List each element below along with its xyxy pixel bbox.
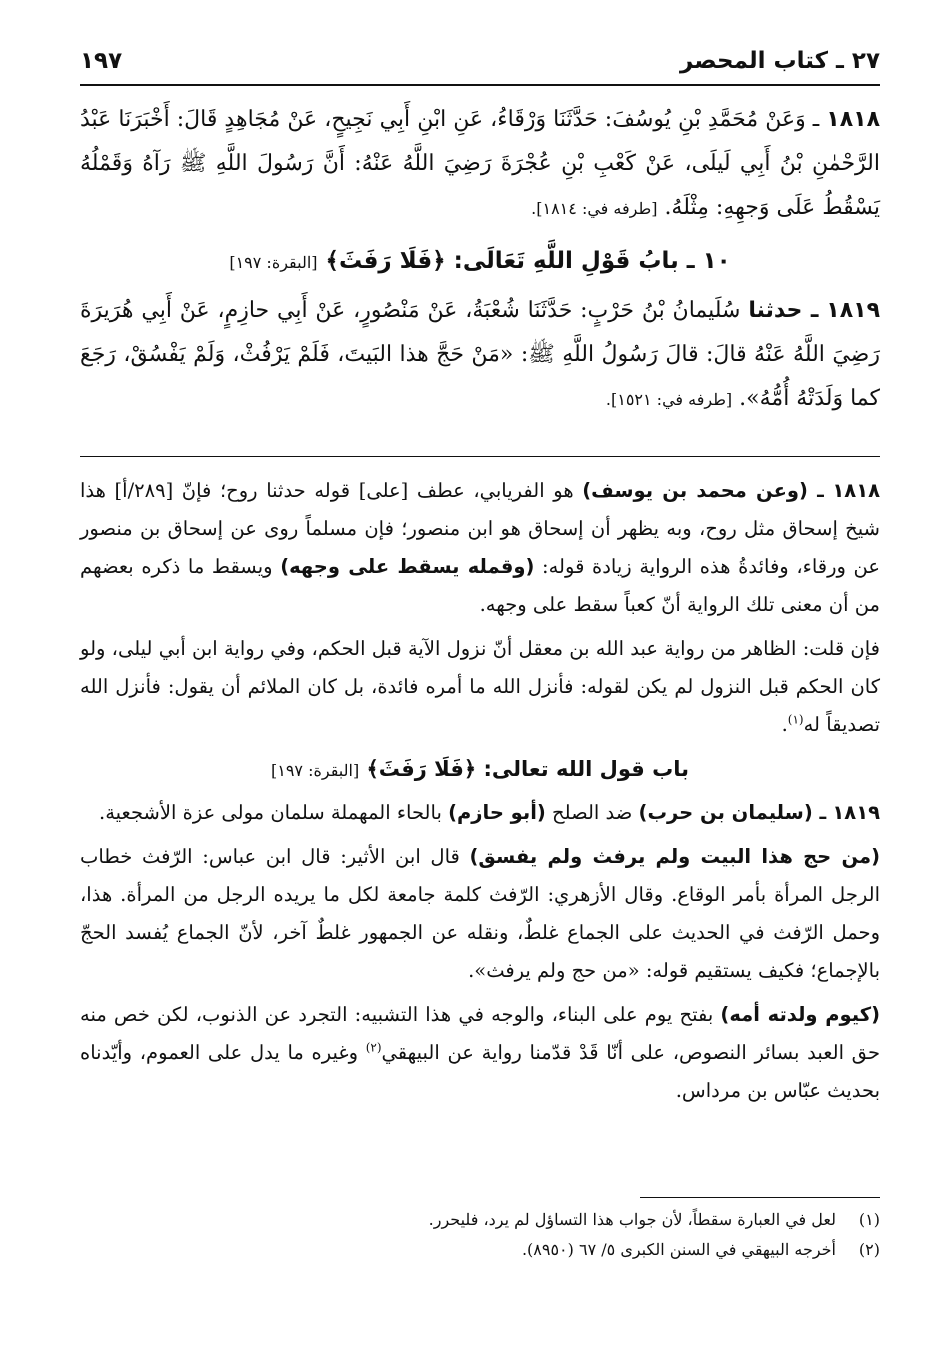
commentary-lemma: (أبو حازم) [448,801,546,824]
commentary-text: . [781,713,788,736]
quran-reference: [البقرة: ١٩٧] [229,253,318,272]
footnote-text: لعل في العبارة سقطاً، لأن جواب هذا التساؤل لم يرد، فليحرر. [428,1210,836,1229]
commentary-lemma: (كيوم ولدته أمه) [720,1003,880,1026]
commentary-chapter-title: باب قول الله تعالى: ﴿فَلَا رَفَثَ﴾ [366,757,689,781]
commentary-text: بفتح يوم على البناء، والوجه في هذا التشبيه: التجرد عن الذنوب، لكن خص منه حق العبد بسائر النصوص، على أنّا قَدْ قدّمنا رواية عن البيهقي [80,1003,880,1064]
footnote-number: (١) [858,1210,880,1229]
commentary-paragraph [80,630,880,744]
commentary-text: قال ابن الأثير: قال ابن عباس: الرّفث خطاب الرجل المرأة بأمر الوقاع. وقال الأزهري: الرّفث كلمة جامعة لكل ما يريده الرجل من المرأة. هذا، وحمل الرّفث في الحديث على الجماع غلطٌ، ونقله عن الجمهور غلطٌ آخر، لأنّ الجماع يُفسد الحجّ بالإجماع؛ فكيف يستقيم قوله: «من حج ولم يرفث». [80,845,880,982]
hadith-lead: ـ حدثنا [748,298,819,323]
hadith-text-block [80,98,880,422]
hadith-text: سُلَيمانُ بْنُ حَرْبٍ: حَدَّثَنَا شُعْبَةُ، عَنْ مَنْصُورٍ، عَنْ أَبِي حازِمٍ، عَنْ أَبِي هُرَيرَةَ رَضِيَ اللَّهُ عَنْهُ قالَ: قالَ رَسُولُ اللَّهِ ﷺ: «مَنْ حَجَّ هذا البَيتَ، فَلَمْ يَرْفُثْ، وَلَمْ يَفْسُقْ، رَجَعَ كما وَلَدَتْهُ أُمُّهُ». [80,298,880,411]
commentary-text: ويسقط ما ذكره بعضهم من أن معنى تلك الرواية أنّ كعباً سقط على وجهه. [80,555,880,616]
commentary-block [80,472,880,1116]
page-number: ١٩٧ [80,48,123,74]
hadith-number: ١٨١٩ [826,298,880,323]
commentary-lemma: ـ (سليمان بن حرب) [638,801,827,824]
chapter-heading [80,239,880,285]
commentary-text: بالحاء المهملة سلمان مولى عزة الأشجعية. [99,801,442,824]
commentary-text: هو الفريابي، عطف [على] قوله حدثنا روح؛ فإنّ [٢٨٩/أ] هذا شيخ إسحاق مثل روح، وبه يظهر أن إسحاق هو ابن منصور؛ فإن مسلماً روى عن إسحاق بن منصور عن ورقاء، وفائدةُ هذه الرواية زيادة قوله: [80,479,881,578]
running-header [80,38,880,86]
commentary-lemma: (وقمله يسقط على وجهه) [280,555,535,578]
footnote-text: أخرجه البيهقي في السنن الكبرى ٥/ ٦٧ (٨٩٥٠). [521,1240,836,1259]
commentary-text: ضد الصلح [552,801,633,824]
commentary-number: ١٨١٨ [832,479,880,502]
hadith-text: ـ وَعَنْ مُحَمَّدِ بْنِ يُوسُفَ: حَدَّثَنَا وَرْقَاءُ، عَنِ ابْنِ أَبِي نَجِيحٍ، عَنْ مُجَاهِدٍ قَالَ: أَخْبَرَنَا عَبْدُ الرَّحْمٰنِ بْنُ أَبِي لَيلَى، عَنْ كَعْبِ بْنِ عُجْرَةَ رَضِيَ اللَّهُ عَنْهُ: أَنَّ رَسُولَ اللَّهِ ﷺ رَآهُ وَقَمْلُهُ يَسْقُطُ عَلَى وَجهِهِ: مِثْلَهُ. [80,107,880,220]
footnote-marker[interactable]: (٢) [365,1040,382,1055]
commentary-lemma: ـ (وعن محمد بن يوسف) [582,479,824,502]
chapter-heading-title: ١٠ ـ بابُ قَوْلِ اللَّهِ تَعَالَى: ﴿فَلَا رَفَثَ﴾ [325,248,731,274]
footnote-rule [640,1197,880,1198]
commentary-paragraph [80,794,880,832]
chapter-title: ٢٧ ـ كتاب المحصر [680,48,880,74]
commentary-paragraph [80,996,880,1110]
footnote [80,1235,880,1265]
commentary-text: فإن قلت: الظاهر من رواية عبد الله بن معقل أنّ نزول الآية قبل الحكم، وفي رواية ابن أبي ليلى، ولو كان الحكم قبل النزول لم يكن لقوله: فأنزل الله ما أمره فائدة، بل كان الملائم أن يقول: فأنزل الله تصديقاً له [80,637,880,736]
section-divider [80,456,880,457]
quran-reference: [البقرة: ١٩٧] [270,761,360,780]
hadith-1819 [80,289,880,422]
footnotes [80,1205,880,1265]
commentary-paragraph [80,838,880,990]
footnote [80,1205,880,1235]
hadith-1818 [80,98,880,231]
hadith-reference: [طرفه في: ١٥٢١]. [605,390,733,409]
hadith-reference: [طرفه في: ١٨١٤]. [531,199,658,218]
commentary-lemma: (من حج هذا البيت ولم يرفث ولم يفسق) [469,845,880,868]
commentary-chapter-heading [80,750,880,790]
footnote-marker[interactable]: (١) [787,712,804,727]
commentary-text: وغيره ما يدل على العموم، وأيّدناه بحديث عبّاس بن مرداس. [80,1041,880,1102]
hadith-number: ١٨١٨ [826,107,880,132]
footnote-number: (٢) [858,1240,880,1259]
commentary-number: ١٨١٩ [832,801,880,824]
commentary-paragraph [80,472,880,624]
